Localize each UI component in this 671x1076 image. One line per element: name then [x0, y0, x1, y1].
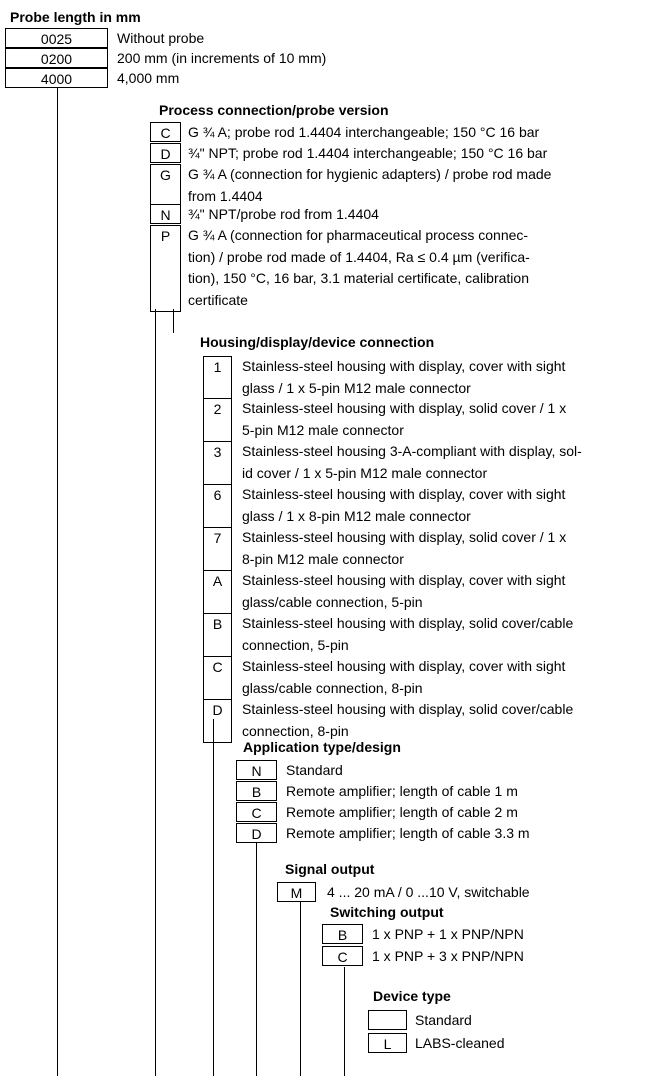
- option-description: Stainless-steel housing with display, cover with sight: [242, 358, 566, 374]
- option-description: id cover / 1 x 5-pin M12 male connector: [242, 464, 488, 481]
- option-row: [203, 570, 667, 613]
- option-code: 3: [203, 441, 232, 485]
- option-row: [203, 656, 667, 699]
- option-row: [322, 924, 667, 946]
- signal-output-heading: Signal output: [285, 861, 375, 877]
- option-row: [368, 1033, 667, 1055]
- option-description: ¾" NPT/probe rod from 1.4404: [188, 206, 379, 222]
- option-code: 1: [203, 356, 232, 400]
- option-code: 4000: [5, 68, 108, 88]
- option-description: 1 x PNP + 1 x PNP/NPN: [372, 926, 524, 942]
- option-description: Standard: [286, 762, 343, 778]
- option-description: glass/cable connection, 8-pin: [242, 679, 423, 696]
- option-code: N: [150, 204, 181, 224]
- option-code: D: [236, 823, 277, 843]
- option-row: [236, 802, 667, 824]
- option-code: B: [203, 613, 232, 657]
- option-description: G ¾ A; probe rod 1.4404 interchangeable; 150 °C 16 bar: [188, 124, 540, 140]
- option-row: [150, 164, 667, 207]
- option-code: 0025: [5, 28, 108, 48]
- option-code: B: [322, 924, 363, 944]
- option-description: G ¾ A (connection for hygienic adapters) / probe rod made: [188, 166, 552, 182]
- option-description: Stainless-steel housing with display, cover with sight: [242, 486, 566, 502]
- option-code: C: [150, 122, 181, 142]
- option-description: Stainless-steel housing with display, solid cover / 1 x: [242, 400, 567, 416]
- option-description: Remote amplifier; length of cable 3.3 m: [286, 825, 530, 841]
- option-description: Stainless-steel housing with display, solid cover / 1 x: [242, 529, 567, 545]
- option-description: LABS-cleaned: [415, 1035, 505, 1051]
- option-row: [5, 48, 667, 70]
- option-description: ¾" NPT; probe rod 1.4404 interchangeable; 150 °C 16 bar: [188, 145, 548, 161]
- option-row: [150, 122, 667, 144]
- option-description: connection, 8-pin: [242, 722, 349, 739]
- option-row: [5, 28, 667, 50]
- connector-line: [173, 309, 174, 333]
- connector-line: [300, 902, 301, 1076]
- switching-output-heading: Switching output: [330, 904, 444, 920]
- option-row: [5, 68, 667, 90]
- option-code: D: [203, 699, 232, 743]
- option-row: [322, 946, 667, 968]
- option-code: N: [236, 760, 277, 780]
- option-code: C: [322, 946, 363, 966]
- option-description: 4,000 mm: [117, 70, 180, 86]
- option-description: Remote amplifier; length of cable 1 m: [286, 783, 518, 799]
- option-row: [203, 484, 667, 527]
- option-code: P: [150, 225, 181, 312]
- option-code: A: [203, 570, 232, 614]
- option-code: 0200: [5, 48, 108, 68]
- option-code: C: [236, 802, 277, 822]
- option-description: 1 x PNP + 3 x PNP/NPN: [372, 948, 524, 964]
- option-row: [236, 781, 667, 803]
- option-code: D: [150, 143, 181, 163]
- connector-line: [57, 88, 58, 1076]
- option-description: tion), 150 °C, 16 bar, 3.1 material certificate, calibration: [188, 270, 529, 286]
- option-row: [203, 398, 667, 441]
- connector-line: [256, 843, 257, 1076]
- probe-length-heading: Probe length in mm: [10, 9, 141, 25]
- option-code: B: [236, 781, 277, 801]
- option-code: 6: [203, 484, 232, 528]
- option-row: [236, 823, 667, 845]
- option-code: 2: [203, 398, 232, 442]
- option-code: G: [150, 164, 181, 208]
- option-description: glass/cable connection, 5-pin: [242, 593, 423, 610]
- option-description: Stainless-steel housing with display, cover with sight: [242, 658, 566, 674]
- option-row: [203, 527, 667, 570]
- option-description: Without probe: [117, 30, 205, 46]
- option-code: M: [277, 882, 316, 902]
- option-description: from 1.4404: [188, 187, 263, 204]
- option-description: connection, 5-pin: [242, 636, 349, 653]
- option-description: glass / 1 x 5-pin M12 male connector: [242, 379, 471, 396]
- option-code: 7: [203, 527, 232, 571]
- connector-line: [155, 309, 156, 1076]
- option-description: 8-pin M12 male connector: [242, 550, 404, 567]
- option-row: [203, 356, 667, 399]
- connector-line: [213, 719, 214, 1076]
- option-row: [236, 760, 667, 782]
- option-description: certificate: [188, 291, 248, 308]
- option-row: [203, 441, 667, 484]
- option-description: Stainless-steel housing with display, solid cover/cable: [242, 701, 574, 717]
- option-description: G ¾ A (connection for pharmaceutical process connec-: [188, 227, 529, 243]
- option-description: Stainless-steel housing with display, cover with sight: [242, 572, 566, 588]
- option-row: [277, 882, 667, 904]
- connector-line: [344, 967, 345, 1076]
- device-type-heading: Device type: [373, 988, 451, 1004]
- option-row: [203, 699, 667, 742]
- option-description: Stainless-steel housing with display, solid cover/cable: [242, 615, 574, 631]
- process-connection-heading: Process connection/probe version: [159, 102, 389, 118]
- option-code: [368, 1010, 407, 1030]
- option-code: C: [203, 656, 232, 700]
- option-description: 200 mm (in increments of 10 mm): [117, 50, 327, 66]
- option-row: [203, 613, 667, 656]
- option-row: [368, 1010, 667, 1032]
- application-type-heading: Application type/design: [243, 739, 401, 755]
- option-row: [150, 204, 667, 226]
- housing-heading: Housing/display/device connection: [200, 334, 435, 350]
- option-description: glass / 1 x 8-pin M12 male connector: [242, 507, 471, 524]
- option-row: [150, 225, 667, 311]
- option-description: Standard: [415, 1012, 472, 1028]
- option-row: [150, 143, 667, 165]
- option-description: Remote amplifier; length of cable 2 m: [286, 804, 518, 820]
- option-description: tion) / probe rod made of 1.4404, Ra ≤ 0.4 µm (verifica-: [188, 248, 530, 265]
- option-description: 4 ... 20 mA / 0 ...10 V, switchable: [327, 884, 530, 900]
- option-code: L: [368, 1033, 407, 1053]
- option-description: 5-pin M12 male connector: [242, 421, 404, 438]
- option-description: Stainless-steel housing 3-A-compliant with display, sol-: [242, 443, 582, 459]
